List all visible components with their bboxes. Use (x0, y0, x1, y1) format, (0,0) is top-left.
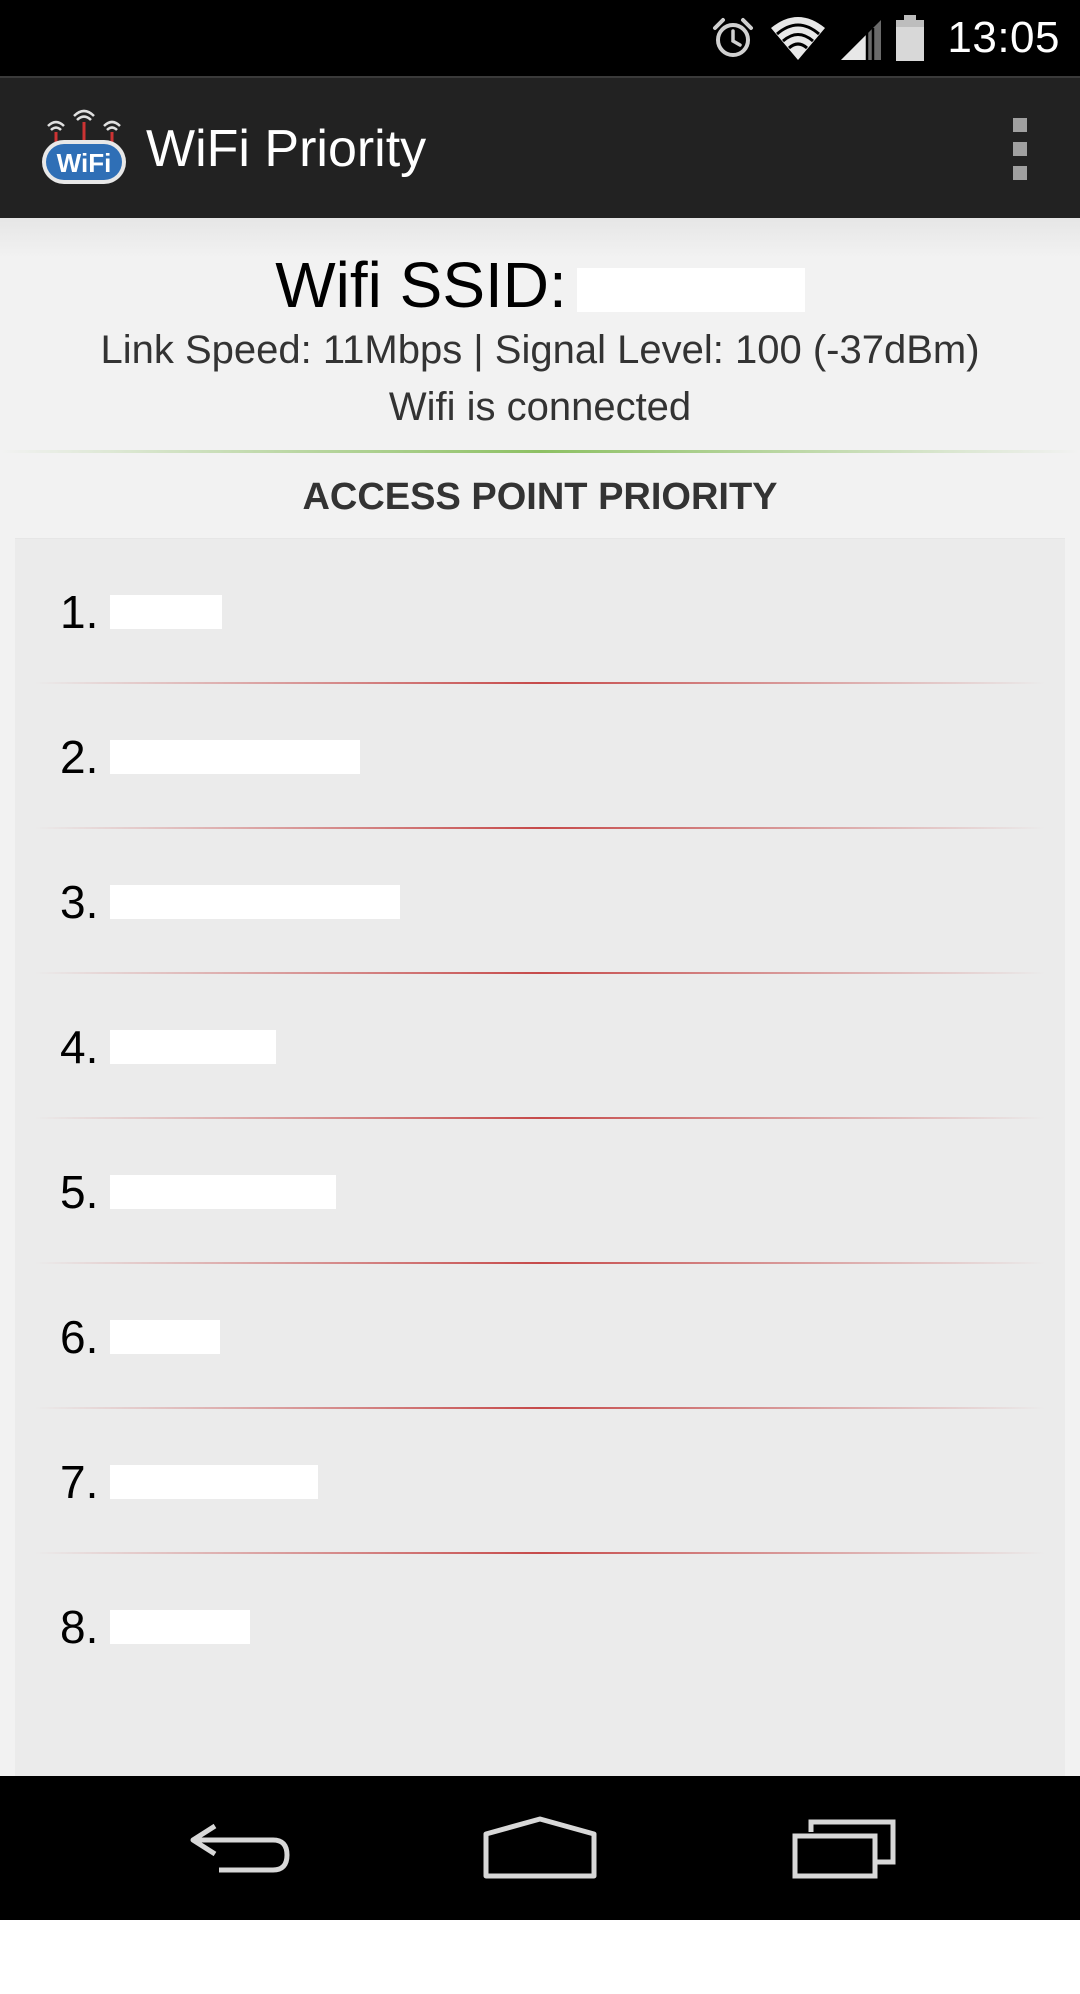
home-button[interactable] (440, 1776, 640, 1920)
navigation-bar (0, 1776, 1080, 1920)
wifi-icon (769, 14, 827, 62)
ssid-redaction (110, 740, 360, 774)
home-icon (480, 1816, 600, 1880)
list-item[interactable] (15, 1119, 1065, 1264)
content-footer-space (0, 1918, 1080, 1994)
back-icon (185, 1818, 295, 1878)
signal-icon (839, 14, 883, 62)
divider (0, 450, 1080, 453)
list-item[interactable] (15, 539, 1065, 684)
item-number: 6. (60, 1310, 99, 1363)
ssid-redaction (110, 1320, 220, 1354)
item-number: 3. (60, 875, 99, 928)
ssid-redaction (110, 1610, 250, 1644)
action-bar (0, 76, 1080, 218)
status-icons (709, 0, 1060, 76)
battery-icon (895, 13, 925, 63)
ssid-title (0, 248, 1080, 322)
back-button[interactable] (140, 1776, 340, 1920)
recents-icon (789, 1816, 899, 1880)
link-info: Link Speed: 11Mbps | Signal Level: 100 (-37dBm) (100, 328, 980, 372)
alarm-icon (709, 14, 757, 62)
item-number: 5. (60, 1165, 99, 1218)
list-item[interactable] (15, 1409, 1065, 1554)
recents-button[interactable] (744, 1776, 944, 1920)
wifi-status: Wifi is connected (388, 385, 692, 429)
list-item[interactable] (15, 974, 1065, 1119)
main-content (0, 218, 1080, 1776)
ssid-redaction (110, 1175, 336, 1209)
ssid-label: Wifi SSID: (275, 249, 567, 321)
ssid-redaction (577, 268, 805, 312)
ssid-redaction (110, 885, 400, 919)
item-number: 4. (60, 1020, 99, 1073)
overflow-dot (1013, 142, 1027, 156)
item-number: 1. (60, 585, 99, 638)
overflow-menu-icon[interactable] (1000, 118, 1040, 180)
list-item[interactable] (15, 684, 1065, 829)
overflow-dot (1013, 118, 1027, 132)
access-point-list (15, 538, 1065, 1918)
clock-time: 13:05 (947, 13, 1060, 62)
ssid-redaction (110, 1465, 318, 1499)
ssid-redaction (110, 595, 222, 629)
item-number: 2. (60, 730, 99, 783)
logo-text: WiFi (56, 148, 112, 178)
overflow-dot (1013, 166, 1027, 180)
item-number: 7. (60, 1455, 99, 1508)
wifi-logo-icon[interactable] (40, 104, 128, 192)
list-item[interactable] (15, 829, 1065, 974)
section-heading: ACCESS POINT PRIORITY (302, 476, 778, 518)
status-bar (0, 0, 1080, 76)
list-item[interactable] (15, 1554, 1065, 1699)
ssid-redaction (110, 1030, 276, 1064)
app-title: WiFi Priority (146, 120, 427, 178)
item-number: 8. (60, 1600, 99, 1653)
list-item[interactable] (15, 1264, 1065, 1409)
